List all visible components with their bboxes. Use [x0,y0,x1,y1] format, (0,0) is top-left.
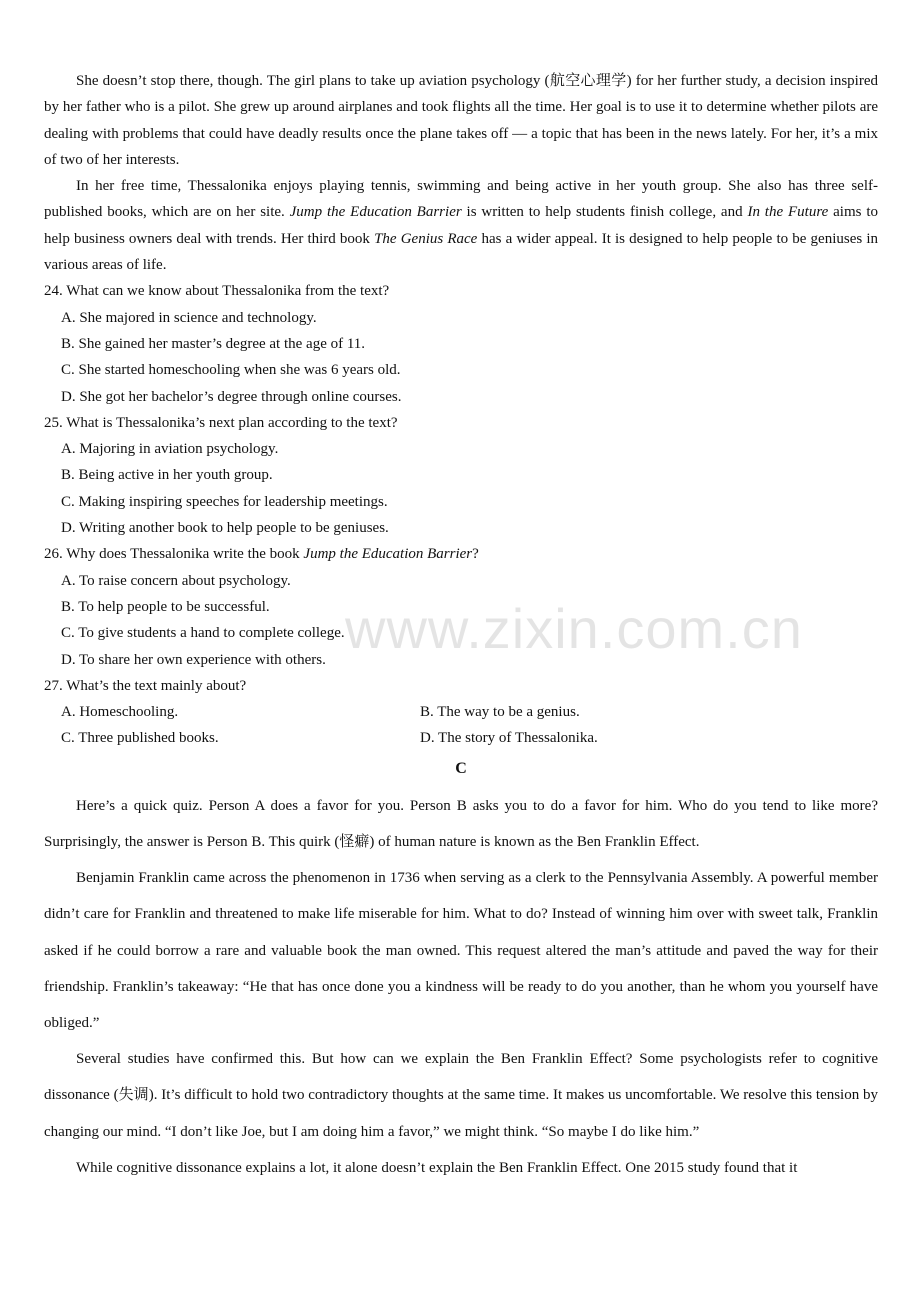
question-24 [44,278,878,409]
book-title: Jump the Education Barrier [303,546,473,563]
option-a: A. Homeschooling. [61,704,179,721]
option-a: A. To raise concern about psychology. [61,572,291,589]
paragraph-text: is written to help students finish college, and [461,204,748,221]
book-title: In the Future [747,204,829,221]
document-page [44,68,878,1186]
option-a: A. She majored in science and technology. [61,309,317,326]
option-d: D. To share her own experience with others. [61,651,326,668]
book-title: Jump the Education Barrier [289,204,462,221]
option-c: C. Making inspiring speeches for leadership meetings. [61,493,388,510]
question-stem [44,541,878,567]
option-d: D. She got her bachelor’s degree through online courses. [61,388,402,405]
option-b: B. She gained her master’s degree at the age of 11. [61,335,366,352]
stem-text: ? [472,546,479,563]
option-b: B. Being active in her youth group. [61,467,273,484]
question-stem: 25. What is Thessalonika’s next plan according to the text? [44,414,398,431]
book-title: The Genius Race [374,230,478,247]
option-c: C. She started homeschooling when she was 6 years old. [61,362,401,379]
question-25 [44,410,878,541]
question-stem: 24. What can we know about Thessalonika from the text? [44,283,390,300]
passage-b-paragraph-1: She doesn’t stop there, though. The girl plans to take up aviation psychology (航空心理学) for her further study, a decision inspired by her father who is a pilot. She grew up around airplanes and took flights all the time. Her goal is to use it to determine whether pilots are dealing with problems that could have deadly results once the plane takes off — a topic that has been in the news lately. For her, it’s a mix of two of her interests. [44,73,878,168]
option-row [61,699,878,725]
passage-c-paragraph-3: Several studies have confirmed this. But how can we explain the Ben Franklin Effect? Some psychologists refer to cognitive dissonance (失调). It’s difficult to hold two contradictory thoughts at the same time. It makes us uncomfortable. We resolve this tension by changing our mind. “I don’t like Joe, but I am doing him a favor,” we might think. “So maybe I do like him.” [44,1051,878,1140]
paragraph-text: In her free time, Thessalonika enjoys playing tennis, swimming and being active in her youth group. She also has three self-published books, which are on her site. [44,178,878,221]
option-a: A. Majoring in aviation psychology. [61,441,279,458]
stem-text: 26. Why does Thessalonika write the book [44,546,304,563]
option-c: C. To give students a hand to complete college. [61,625,345,642]
question-26 [44,541,878,672]
option-d: D. Writing another book to help people to be geniuses. [61,520,389,537]
watermark: www.zixin.com.cn [345,597,803,660]
paragraph-text: has a wider appeal. It is designed to help people to be geniuses in various areas of life. [44,230,879,274]
question-27 [44,673,878,752]
section-title: C [455,759,467,777]
option-row [61,725,878,751]
option-c: C. Three published books. [61,730,219,747]
option-d: D. The story of Thessalonika. [420,730,598,747]
question-stem: 27. What’s the text mainly about? [44,677,247,694]
option-b: B. To help people to be successful. [61,598,270,615]
option-b: B. The way to be a genius. [420,704,580,721]
passage-c-paragraph-2: Benjamin Franklin came across the phenomenon in 1736 when serving as a clerk to the Pennsylvania Assembly. A powerful member didn’t care for Franklin and threatened to make life miserable for him. What to do? Instead of winning him over with sweet talk, Franklin asked if he could borrow a rare and valuable book the man owned. This request altered the man’s attitude and paved the way for their friendship. Franklin’s takeaway: “He that has once done you a kindness will be ready to do you another, than he whom you yourself have obliged.” [44,870,878,1031]
passage-c-paragraph-4: While cognitive dissonance explains a lot, it alone doesn’t explain the Ben Franklin Effect. One 2015 study found that it [76,1159,798,1176]
passage-c-paragraph-1: Here’s a quick quiz. Person A does a favor for you. Person B asks you to do a favor for him. Who do you tend to like more? Surprisingly, the answer is Person B. This quirk (怪癖) of human nature is known as the Ben Franklin Effect. [44,797,878,850]
paragraph-text: aims to help business owners deal with trends. Her third book [44,204,878,247]
passage-b-paragraph-2 [44,173,878,278]
